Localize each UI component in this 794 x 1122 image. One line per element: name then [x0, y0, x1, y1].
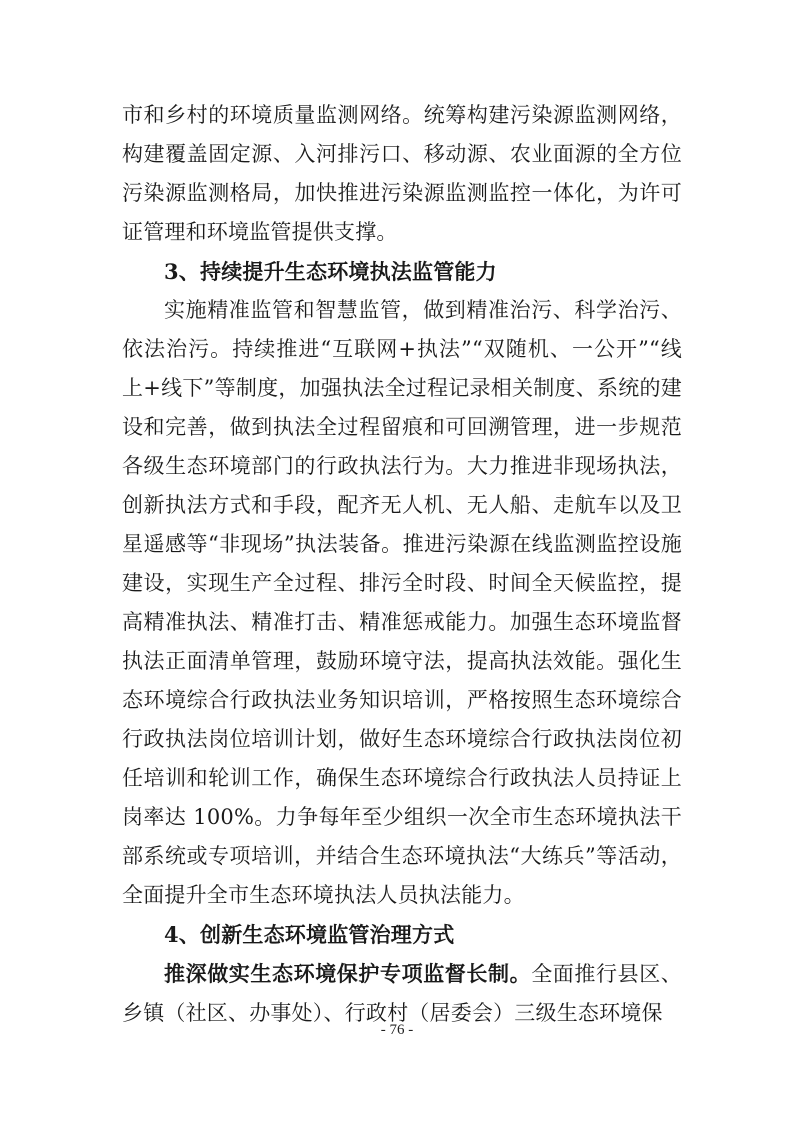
paragraph-enforcement: 实施精准监管和智慧监管，做到精准治污、科学治污、依法治污。持续推进“互联网+执法”“双随机、一公开”“线上+线下”等制度，加强执法全过程记录相关制度、系统的建设和完善，做到执法全过程留痕和可回溯管理，进一步规范各级生态环境部门的行政执法行为。大力推进非现场执法，创新执法方式和手段，配齐无人机、无人船、走航车以及卫星遥感等“非现场”执法装备。推进污染源在线监测监控设施建设，实现生产全过程、排污全时段、时间全天候监控，提高精准执法、精准打击、精准惩戒能力。加强生态环境监督执法正面清单管理，鼓励环境守法，提高执法效能。强化生态环境综合行政执法业务知识培训，严格按照生态环境综合行政执法岗位培训计划，做好生态环境综合行政执法岗位初任培训和轮训工作，确保生态环境综合行政执法人员持证上岗率达 100%。力争每年至少组织一次全市生态环境执法干部系统或专项培训，并结合生态环境执法“大练兵”等活动，全面提升全市生态环境执法人员执法能力。 [122, 298, 682, 907]
page-number: - 76 - [380, 1022, 414, 1038]
paragraph-monitoring-network: 市和乡村的环境质量监测网络。统筹构建污染源监测网络，构建覆盖固定源、入河排污口、移动源、农业面源的全方位污染源监测格局，加快推进污染源监测监控一体化，为许可证管理和环境监管提供支撑。 [122, 103, 682, 244]
section-heading-4: 4、创新生态环境监管治理方式 [164, 922, 455, 947]
paragraph-rest: 全面推行县区、乡镇（社区、办事处）、行政村（居委会）三级生态环境保 [122, 962, 682, 1025]
paragraph-lead-bold: 推深做实生态环境保护专项监督长制。 [164, 961, 532, 986]
body-text [122, 96, 682, 1033]
section-heading-3: 3、持续提升生态环境执法监管能力 [164, 259, 497, 284]
